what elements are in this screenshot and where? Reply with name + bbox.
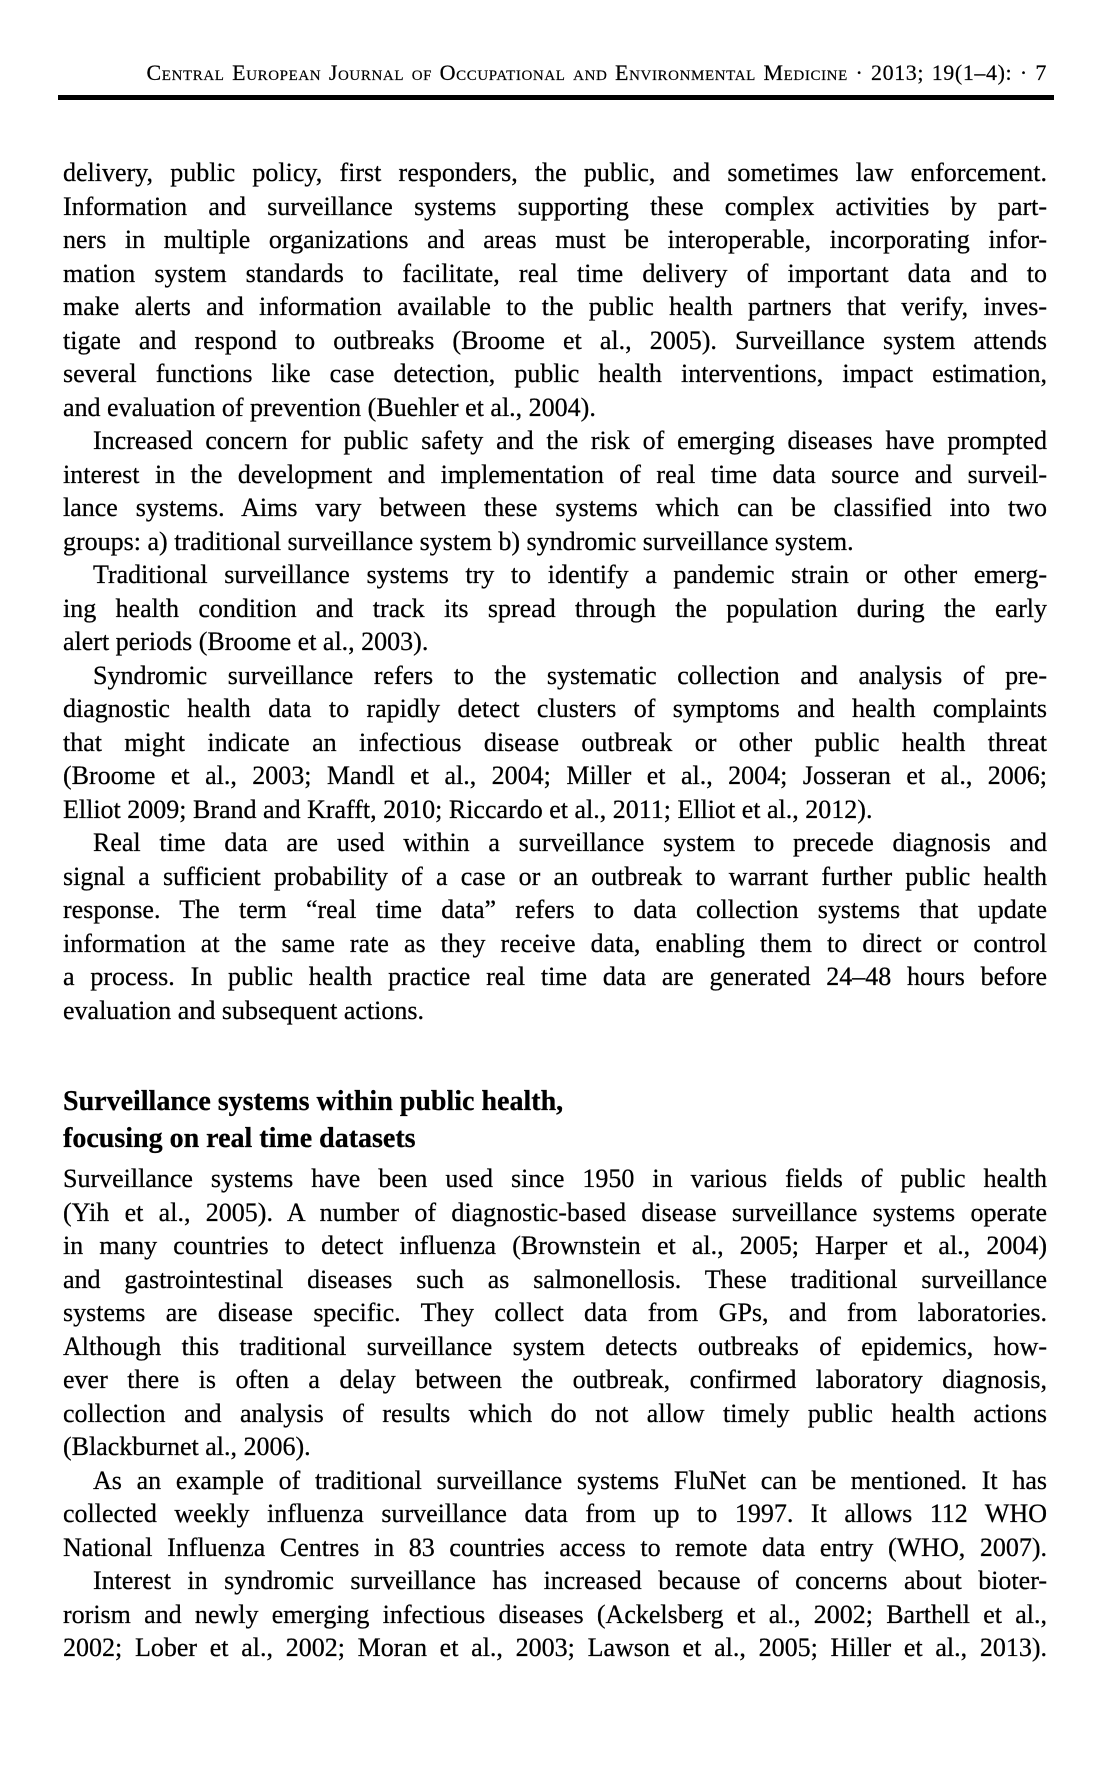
paragraph bbox=[63, 558, 1047, 659]
text-line: interest in the development and implementation of real time data source and surveil- bbox=[63, 459, 1047, 489]
text-line: collected weekly influenza surveillance data from up to 1997. It allows 112 WHO bbox=[63, 1499, 1047, 1528]
text-line: Real time data are used within a surveillance system to precede diagnosis and bbox=[93, 828, 1047, 857]
paragraph bbox=[63, 1464, 1047, 1565]
section-heading-line: Surveillance systems within public health, bbox=[63, 1086, 564, 1117]
text-line: (Broome et al., 2003; Mandl et al., 2004; Miller et al., 2004; Josseran et al., 2006; bbox=[63, 761, 1047, 790]
text-line: ever there is often a delay between the outbreak, confirmed laboratory diagnosis, bbox=[63, 1365, 1047, 1394]
document-page bbox=[0, 60, 1112, 1785]
text-line: Interest in syndromic surveillance has increased because of concerns about bioter- bbox=[93, 1566, 1047, 1595]
text-line: ners in multiple organizations and areas must be interoperable, incorporating infor- bbox=[63, 225, 1047, 254]
text-line: Surveillance systems have been used since 1950 in various fields of public health bbox=[63, 1164, 1047, 1193]
text-line: rorism and newly emerging infectious diseases (Ackelsberg et al., 2002; Barthell et al., bbox=[63, 1599, 1047, 1629]
text-line: mation system standards to facilitate, real time delivery of important data and to bbox=[63, 258, 1047, 288]
text-line: signal a sufficient probability of a case or an outbreak to warrant further public health bbox=[63, 861, 1047, 891]
text-line: National Influenza Centres in 83 countries access to remote data entry (WHO, 2007). bbox=[63, 1532, 1047, 1562]
text-line: collection and analysis of results which do not allow timely public health actions bbox=[63, 1398, 1047, 1428]
text-line: lance systems. Aims vary between these systems which can be classified into two bbox=[63, 493, 1047, 522]
text-line: Information and surveillance systems supporting these complex activities by part- bbox=[63, 191, 1047, 221]
section-heading bbox=[63, 1083, 1047, 1157]
text-line: response. The term “real time data” refers to data collection systems that update bbox=[63, 895, 1047, 924]
text-line: a process. In public health practice real time data are generated 24–48 hours before bbox=[63, 962, 1047, 991]
text-line: (Blackburnet al., 2006). bbox=[63, 1432, 311, 1461]
text-line: alert periods (Broome et al., 2003). bbox=[63, 627, 429, 656]
text-line: Increased concern for public safety and the risk of emerging diseases have prompted bbox=[93, 426, 1047, 455]
text-line: make alerts and information available to the public health partners that verify, inves- bbox=[63, 292, 1047, 321]
text-line: evaluation and subsequent actions. bbox=[63, 995, 425, 1025]
text-line: Elliot 2009; Brand and Krafft, 2010; Riccardo et al., 2011; Elliot et al., 2012). bbox=[63, 794, 873, 824]
paragraph bbox=[63, 156, 1047, 424]
paragraph bbox=[63, 424, 1047, 558]
text-line: that might indicate an infectious disease outbreak or other public health threat bbox=[63, 727, 1047, 757]
text-line: (Yih et al., 2005). A number of diagnostic-based disease surveillance systems operate bbox=[63, 1197, 1047, 1227]
journal-running-header: Central European Journal of Occupational and Environmental Medicine · 2013; 19(1–4): · 7 bbox=[146, 60, 1047, 85]
text-line: Although this traditional surveillance system detects outbreaks of epidemics, how- bbox=[63, 1331, 1047, 1361]
paragraph bbox=[63, 1162, 1047, 1464]
text-line: and gastrointestinal diseases such as salmonellosis. These traditional surveillance bbox=[63, 1264, 1047, 1294]
text-line: tigate and respond to outbreaks (Broome et al., 2005). Surveillance system attends bbox=[63, 325, 1047, 355]
text-line: several functions like case detection, public health interventions, impact estimation, bbox=[63, 359, 1047, 388]
text-line: groups: a) traditional surveillance system b) syndromic surveillance system. bbox=[63, 526, 854, 556]
text-line: delivery, public policy, first responders, the public, and sometimes law enforcement. bbox=[63, 158, 1047, 187]
page-body bbox=[58, 156, 1054, 1665]
text-line: 2002; Lober et al., 2002; Moran et al., 2003; Lawson et al., 2005; Hiller et al., 2013). bbox=[63, 1633, 1047, 1662]
text-line: As an example of traditional surveillance systems FluNet can be mentioned. It has bbox=[93, 1465, 1047, 1495]
text-line: diagnostic health data to rapidly detect clusters of symptoms and health complaints bbox=[63, 694, 1047, 723]
header-rule bbox=[58, 95, 1054, 100]
text-line: systems are disease specific. They collect data from GPs, and from laboratories. bbox=[63, 1298, 1047, 1327]
text-line: information at the same rate as they receive data, enabling them to direct or control bbox=[63, 928, 1047, 958]
paragraph bbox=[63, 1564, 1047, 1665]
text-line: Syndromic surveillance refers to the systematic collection and analysis of pre- bbox=[93, 660, 1047, 690]
section-heading-line: focusing on real time datasets bbox=[63, 1123, 416, 1154]
text-line: and evaluation of prevention (Buehler et al., 2004). bbox=[63, 392, 596, 422]
text-line: ing health condition and track its spread through the population during the early bbox=[63, 593, 1047, 623]
paragraph bbox=[63, 659, 1047, 827]
text-line: Traditional surveillance systems try to identify a pandemic strain or other emerg- bbox=[93, 560, 1047, 589]
paragraph bbox=[63, 826, 1047, 1027]
text-line: in many countries to detect influenza (Brownstein et al., 2005; Harper et al., 2004) bbox=[63, 1231, 1047, 1260]
